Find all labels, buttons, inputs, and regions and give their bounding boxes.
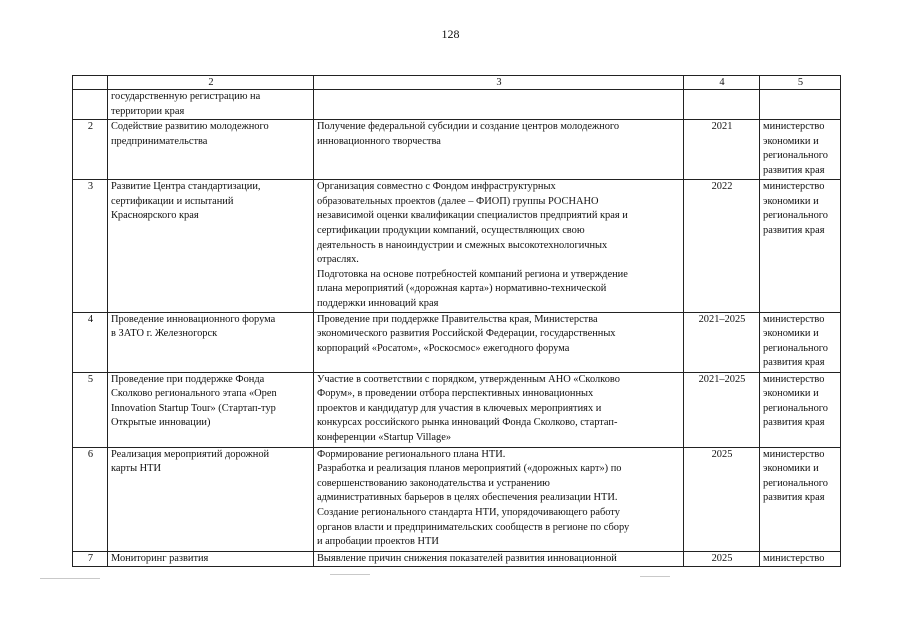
executor-cell: министерство: [760, 551, 841, 567]
measure-cell: Проведение при поддержке Фонда Сколково регионального этапа «Open Innovation Startup Tour» (Стартап-тур Открытые инновации): [108, 372, 314, 447]
content-cell: Проведение при поддержке Правительства края, Министерства экономического развития Российской Федерации, государственных корпораций «Росатом», «Роскосмос» ежегодного форума: [314, 312, 684, 372]
executor-cell: министерство экономики и регионального развития края: [760, 120, 841, 180]
page-number: 128: [441, 27, 460, 41]
table-row: [73, 447, 841, 551]
header-cell-5: 5: [760, 76, 841, 90]
content-cell: [314, 90, 684, 120]
row-number: 7: [73, 551, 108, 567]
content-cell: Выявление причин снижения показателей развития инновационной: [314, 551, 684, 567]
measure-cell: Содействие развитию молодежного предпринимательства: [108, 120, 314, 180]
content-cell: Формирование регионального плана НТИ. Разработка и реализация планов мероприятий («дорожных карт») по совершенствованию законодательства и устранению административных барьеров в целях обеспечения реализации НТИ. Создание регионального стандарта НТИ, упорядочивающего работу органов власти и предпринимательских сообществ в регионе по сбору и апробации проектов НТИ: [314, 447, 684, 551]
scan-artifact-line: [40, 578, 100, 579]
table-row: [73, 551, 841, 567]
year-cell: 2021–2025: [684, 312, 760, 372]
executor-cell: министерство экономики и регионального развития края: [760, 447, 841, 551]
year-cell: 2022: [684, 180, 760, 312]
content-cell: Организация совместно с Фондом инфраструктурных образовательных проектов (далее – ФИОП) группы РОСНАНО независимой оценки квалификации специалистов предприятий края и сертификации продукции компаний, осуществляющих свою деятельность в наноиндустрии и смежных высокотехнологичных отраслях. Подготовка на основе потребностей компаний региона и утверждение плана мероприятий («дорожная карта») нормативно-технической поддержки инноваций края: [314, 180, 684, 312]
row-number: [73, 90, 108, 120]
year-cell: [684, 90, 760, 120]
content-cell: Участие в соответствии с порядком, утвержденным АНО «Сколково Форум», в проведении отбора перспективных инновационных проектов и кандидатур для участия в ключевых мероприятиях и конкурсах российского рынка инноваций Фонда Сколково, стартап- конференции «Startup Village»: [314, 372, 684, 447]
executor-cell: министерство экономики и регионального развития края: [760, 180, 841, 312]
executor-cell: министерство экономики и регионального развития края: [760, 372, 841, 447]
content-cell: Получение федеральной субсидии и создание центров молодежного инновационного творчества: [314, 120, 684, 180]
year-cell: 2021–2025: [684, 372, 760, 447]
measure-cell: Реализация мероприятий дорожной карты НТИ: [108, 447, 314, 551]
row-number: 6: [73, 447, 108, 551]
row-number: 2: [73, 120, 108, 180]
year-cell: 2025: [684, 447, 760, 551]
scan-artifact-line: [640, 576, 670, 577]
header-cell-1: [73, 76, 108, 90]
table-header-row: [73, 76, 841, 90]
row-number: 5: [73, 372, 108, 447]
measure-cell: Проведение инновационного форума в ЗАТО г. Железногорск: [108, 312, 314, 372]
measure-cell: Развитие Центра стандартизации, сертификации и испытаний Красноярского края: [108, 180, 314, 312]
header-cell-2: 2: [108, 76, 314, 90]
header-cell-3: 3: [314, 76, 684, 90]
row-number: 3: [73, 180, 108, 312]
measure-cell: государственную регистрацию на территории края: [108, 90, 314, 120]
table-row: [73, 120, 841, 180]
table-row: [73, 372, 841, 447]
measure-cell: Мониторинг развития: [108, 551, 314, 567]
scan-artifact-line: [330, 574, 370, 575]
executor-cell: министерство экономики и регионального развития края: [760, 312, 841, 372]
year-cell: 2021: [684, 120, 760, 180]
executor-cell: [760, 90, 841, 120]
year-cell: 2025: [684, 551, 760, 567]
measures-table: [72, 75, 841, 567]
table-row: [73, 180, 841, 312]
table-row: [73, 90, 841, 120]
row-number: 4: [73, 312, 108, 372]
header-cell-4: 4: [684, 76, 760, 90]
table-row: [73, 312, 841, 372]
